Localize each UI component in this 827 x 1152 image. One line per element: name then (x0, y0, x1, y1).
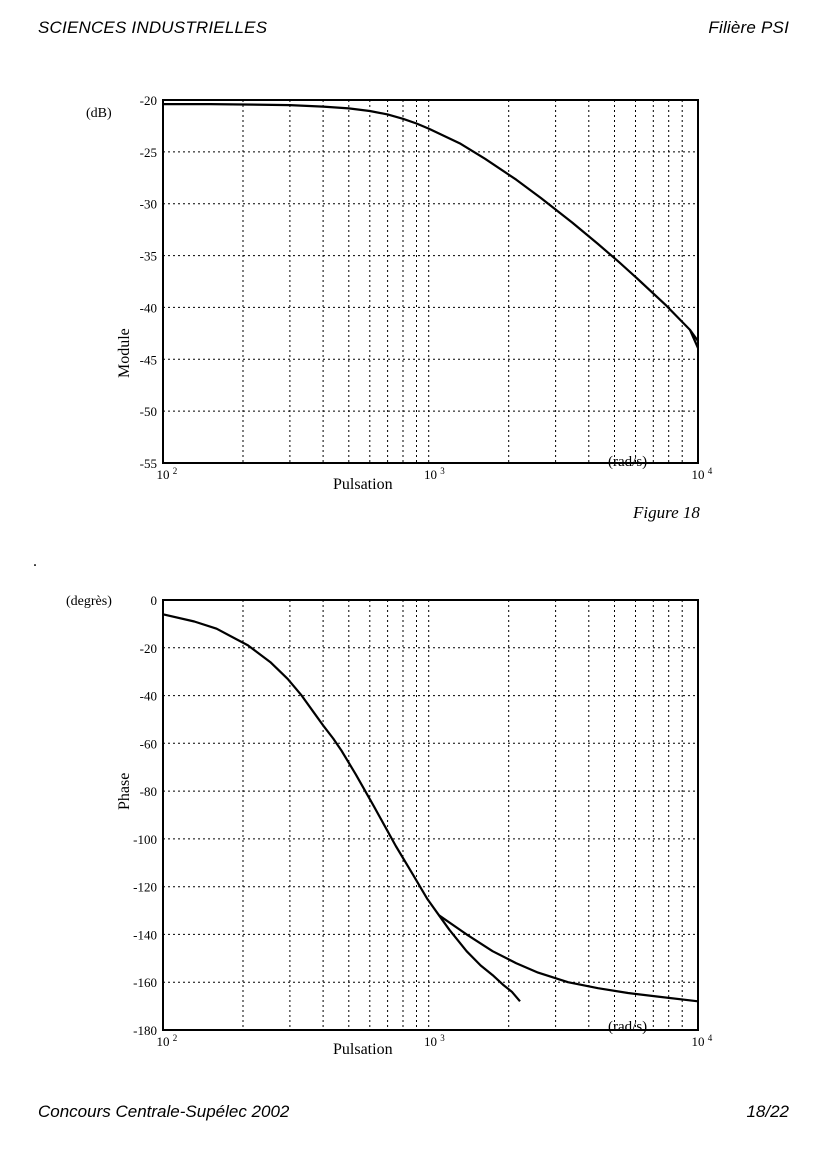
svg-text:3: 3 (440, 1033, 445, 1043)
svg-text:10: 10 (691, 1034, 705, 1049)
svg-text:10: 10 (691, 467, 705, 482)
svg-text:-45: -45 (139, 352, 157, 368)
svg-text:-20: -20 (139, 93, 157, 108)
svg-text:10: 10 (156, 1034, 170, 1049)
figure-caption: Figure 18 (633, 503, 700, 522)
bode-magnitude-chart (78, 88, 738, 498)
magnitude-x-axis-label: Pulsation (333, 476, 393, 493)
svg-text:-55: -55 (139, 456, 157, 471)
magnitude-y-axis-label: Module (116, 328, 133, 378)
footer-page-number: 18/22 (746, 1102, 789, 1121)
page-header (38, 18, 789, 42)
phase-x-unit: (rad/s) (608, 1019, 648, 1035)
svg-text:2: 2 (172, 1033, 178, 1043)
svg-text:-20: -20 (139, 640, 157, 656)
magnitude-y-unit: (dB) (86, 106, 112, 121)
svg-text:2: 2 (172, 466, 178, 476)
svg-text:-40: -40 (139, 300, 157, 316)
svg-text:-140: -140 (133, 927, 157, 943)
header-title-right: Filière PSI (708, 18, 789, 37)
magnitude-x-unit: (rad/s) (608, 454, 648, 470)
magnitude-plot-area (78, 88, 738, 498)
svg-text:-120: -120 (133, 879, 157, 895)
svg-text:-100: -100 (133, 831, 157, 847)
svg-text:-50: -50 (139, 404, 157, 420)
phase-x-axis-label: Pulsation (333, 1041, 393, 1058)
svg-text:10: 10 (424, 1034, 437, 1049)
header-title-left: SCIENCES INDUSTRIELLES (38, 18, 268, 37)
svg-text:4: 4 (707, 466, 713, 476)
svg-text:-25: -25 (139, 144, 157, 160)
svg-text:10: 10 (156, 467, 170, 482)
stray-mark: . (33, 553, 37, 570)
phase-y-unit: (degrès) (66, 594, 112, 609)
phase-plot-area (78, 582, 738, 1052)
bode-phase-chart (66, 582, 738, 1062)
svg-text:-35: -35 (139, 248, 157, 264)
svg-text:-60: -60 (139, 736, 157, 752)
svg-text:-80: -80 (139, 784, 157, 800)
svg-text:-160: -160 (133, 975, 157, 991)
svg-text:-30: -30 (139, 196, 157, 212)
svg-text:10: 10 (424, 467, 437, 482)
page-footer (38, 1102, 789, 1126)
svg-text:-180: -180 (133, 1023, 157, 1038)
svg-text:4: 4 (707, 1033, 713, 1043)
svg-text:3: 3 (440, 466, 445, 476)
footer-text-left: Concours Centrale-Supélec 2002 (38, 1102, 290, 1121)
svg-text:0: 0 (150, 593, 157, 608)
phase-y-axis-label: Phase (116, 772, 133, 810)
svg-text:-40: -40 (139, 688, 157, 704)
